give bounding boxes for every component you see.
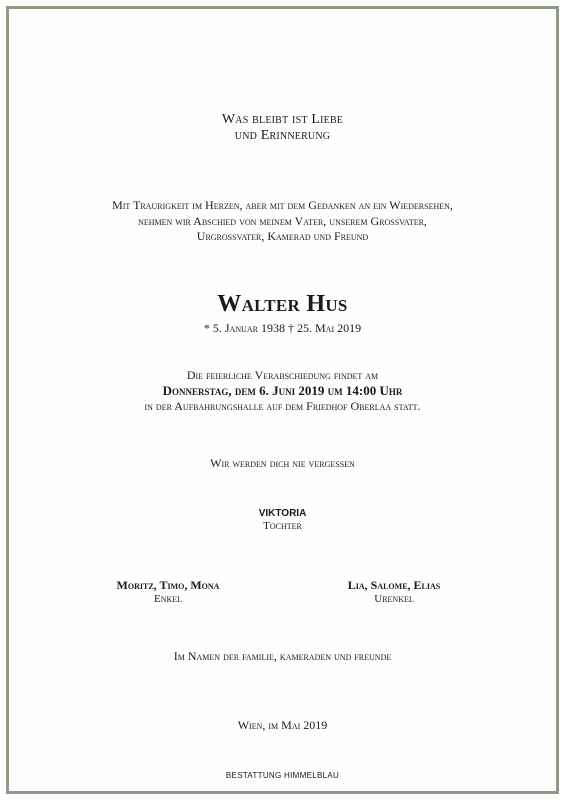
intro-line-3: Urgrossvater, Kamerad und Freund — [196, 229, 369, 243]
ceremony-line-1: Die feierliche Verabschiedung findet am — [186, 368, 379, 382]
life-dates: * 5. Januar 1938 † 25. Mai 2019 — [203, 321, 362, 335]
grandchildren-group — [48, 578, 288, 605]
notice-frame — [6, 6, 559, 794]
great-grandchildren-names: Lia, Salome, Elias — [347, 578, 441, 592]
daughter-name: VIKTORIA — [258, 508, 307, 519]
funeral-home-footer: BESTATTUNG HIMMELBLAU — [225, 771, 340, 780]
motto-line-2: und Erinnerung — [234, 128, 331, 143]
daughter-relation: Tochter — [263, 520, 302, 532]
ceremony-date: Donnerstag, dem 6. Juni 2019 um 14:00 Uhr — [162, 383, 403, 398]
ceremony-location: in der Aufbahrungshalle auf dem Friedhof Oberlaa statt. — [144, 399, 421, 413]
motto-line-1: Was bleibt ist Liebe — [221, 112, 344, 127]
great-grandchildren-group — [274, 578, 514, 605]
deceased-name: Walter Hus — [217, 291, 348, 317]
grandchildren-names: Moritz, Timo, Mona — [116, 578, 220, 592]
farewell-text: Wir werden dich nie vergessen — [210, 456, 355, 470]
place-date: Wien, im Mai 2019 — [237, 718, 328, 732]
great-grandchildren-relation: Urenkel — [374, 593, 414, 605]
grandchildren-relation: Enkel — [153, 593, 183, 605]
intro-line-1: Mit Traurigkeit im Herzen, aber mit dem Gedanken an ein Wiedersehen, — [112, 198, 453, 212]
intro-line-2: nehmen wir Abschied von meinem Vater, unserem Grossvater, — [138, 214, 427, 228]
on-behalf-text: Im Namen der familie, kameraden und freunde — [173, 649, 392, 663]
